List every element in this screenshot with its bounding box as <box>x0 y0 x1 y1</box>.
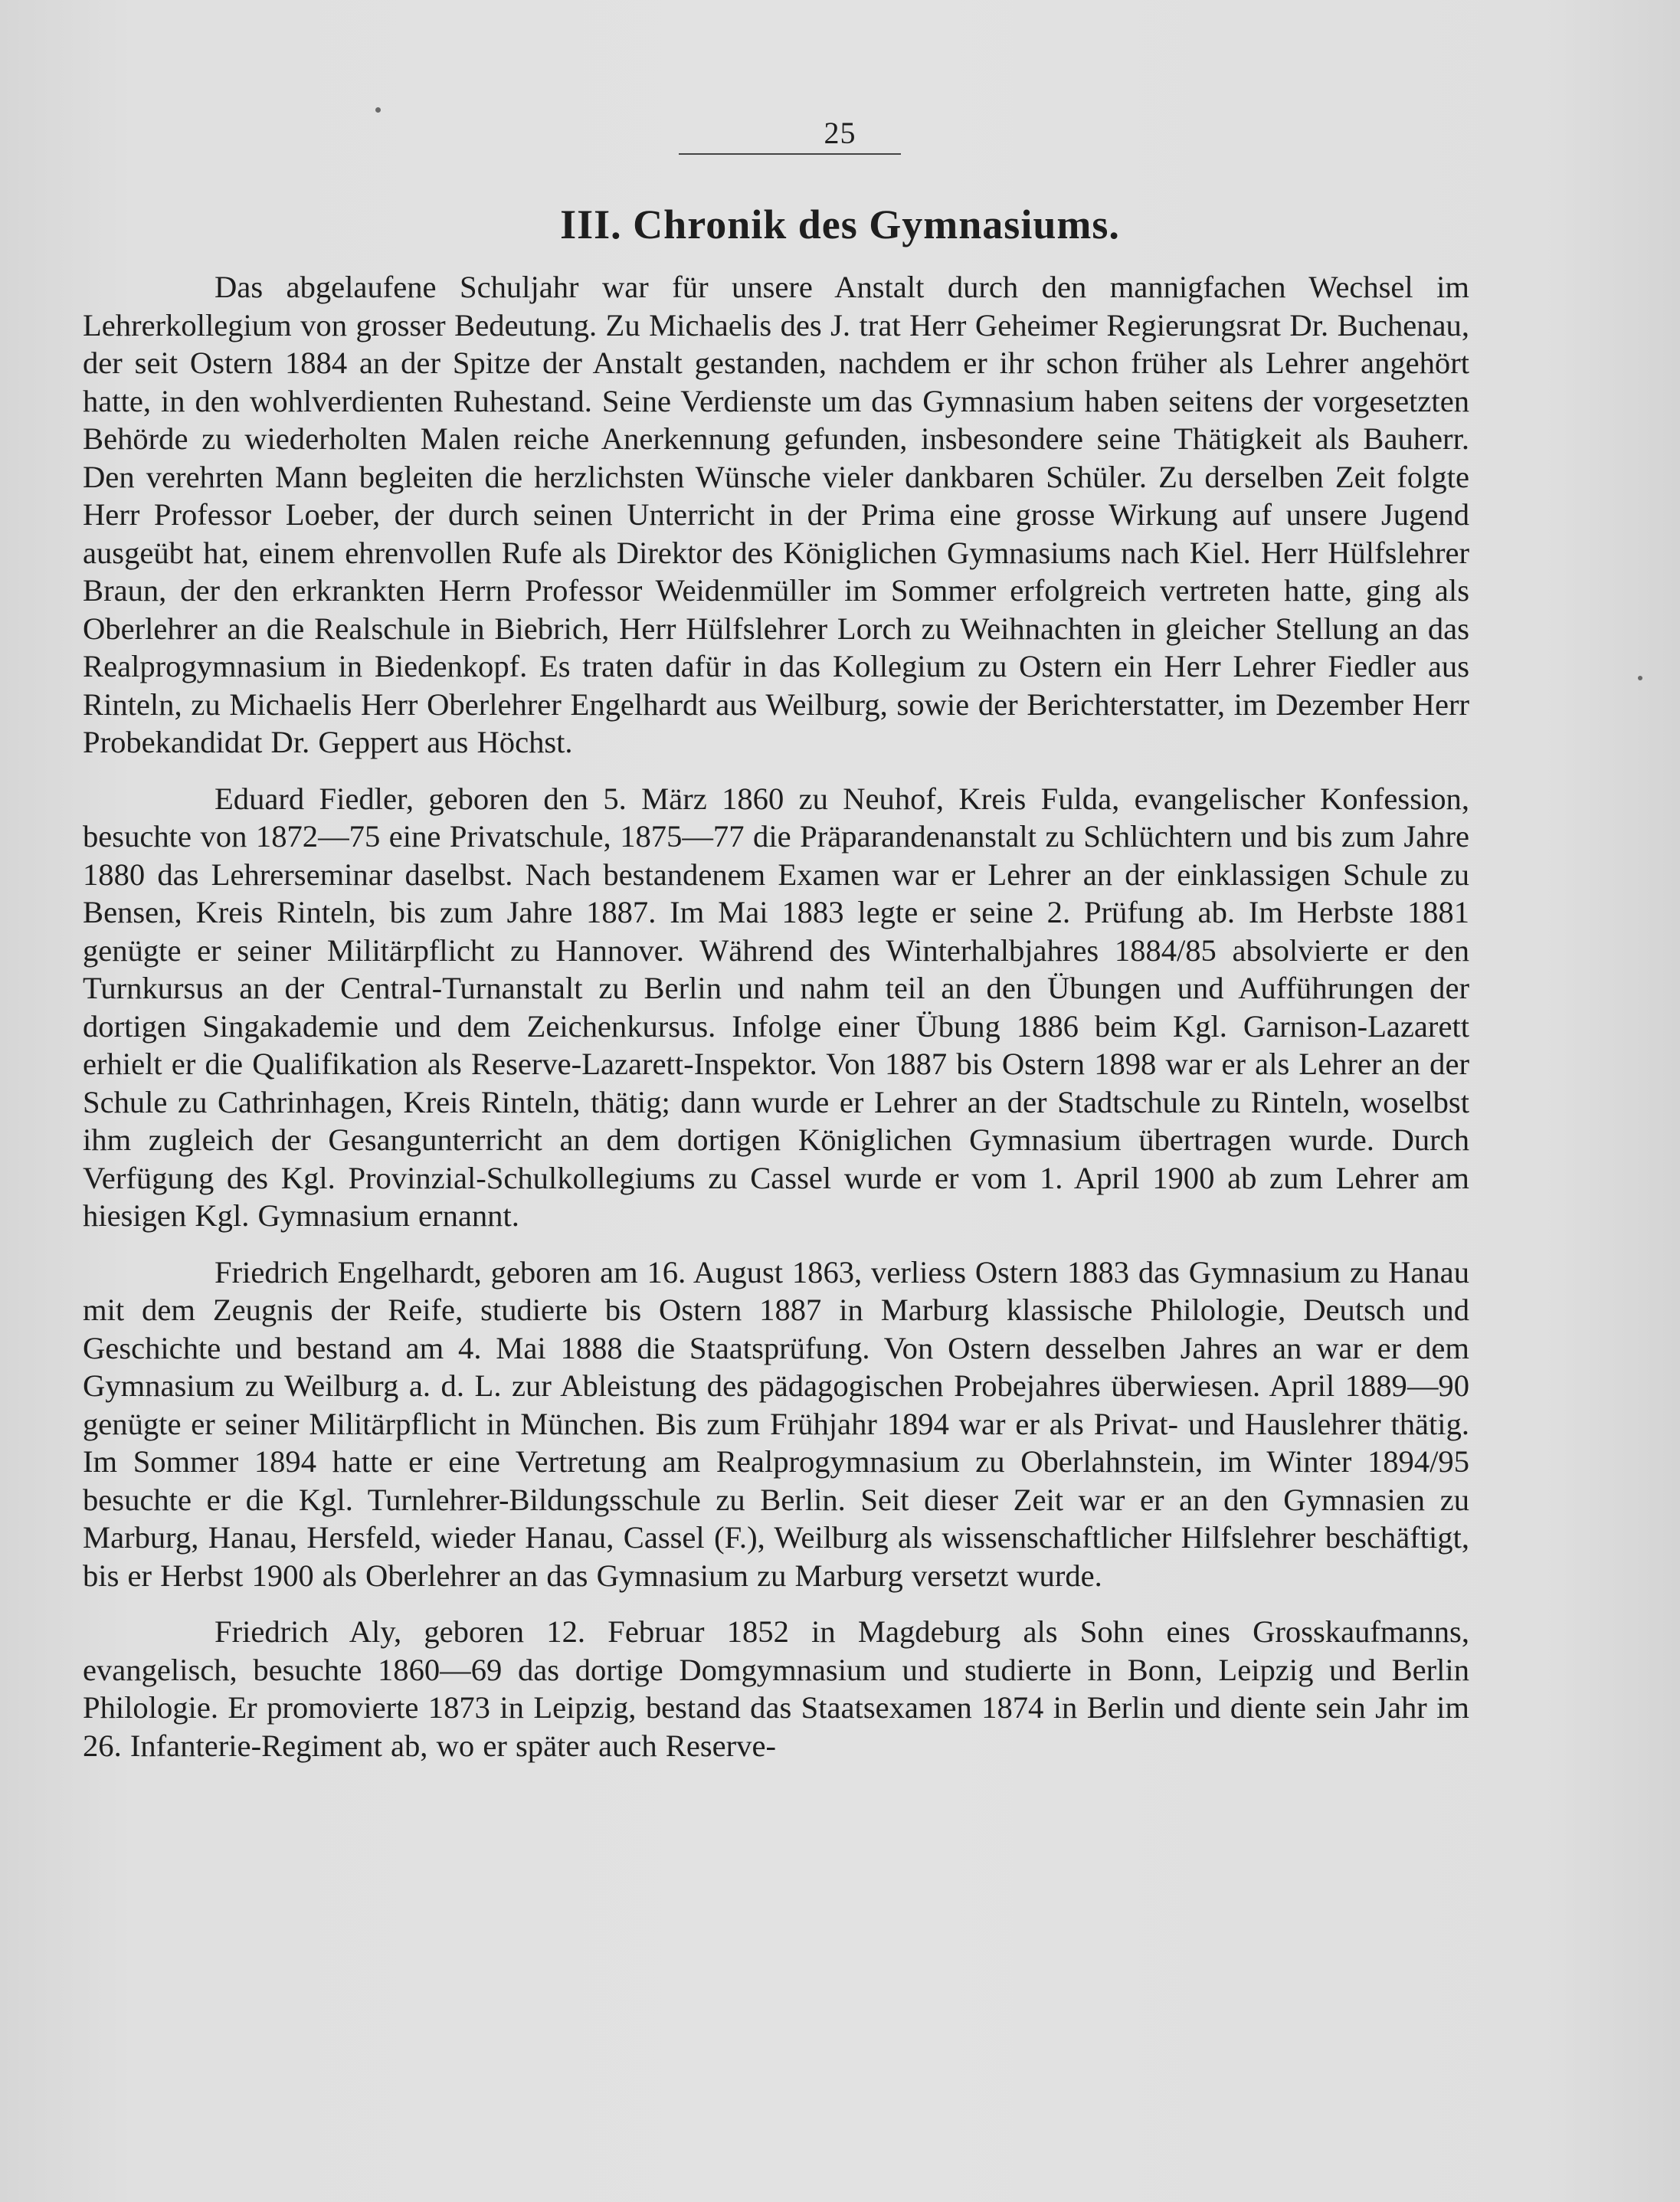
paragraph-introduction: Das abgelaufene Schuljahr war für unsere Anstalt durch den mannigfachen Wechsel im Lehrerkollegium von grosser Bedeutung. Zu Michaelis des J. trat Herr Geheimer Regierungsrat Dr. Buchenau, der seit Ostern 1884 an der Spitze der Anstalt gestanden, nachdem er ihr schon früher als Lehrer angehört hatte, in den wohlverdienten Ruhestand. Seine Verdienste um das Gymnasium haben seitens der vorgesetzten Behörde zu wiederholten Malen reiche Anerkennung gefunden, insbesondere seine Thätigkeit als Bauherr. Den verehrten Mann begleiten die herzlichsten Wünsche vieler dankbaren Schüler. Zu derselben Zeit folgte Herr Professor Loeber, der durch seinen Unterricht in der Prima eine grosse Wirkung auf unsere Jugend ausgeübt hat, einem ehrenvollen Rufe als Direktor des Königlichen Gymnasiums nach Kiel. Herr Hülfslehrer Braun, der den erkrankten Herrn Professor Weidenmüller im Sommer erfolgreich vertreten hatte, ging als Oberlehrer an die Realschule in Biebrich, Herr Hülfslehrer Lorch zu Weihnachten in gleicher Stellung an das Realprogymnasium in Biedenkopf. Es traten dafür in das Kollegium zu Ostern ein Herr Lehrer Fiedler aus Rinteln, zu Michaelis Herr Oberlehrer Engelhardt aus Weilburg, sowie der Berichterstatter, im Dezember Herr Probekandidat Dr. Geppert aus Höchst. <box>83 270 1469 759</box>
ink-speck <box>1638 676 1642 680</box>
paragraph-engelhardt: Friedrich Engelhardt, geboren am 16. August 1863, verliess Ostern 1883 das Gymnasium zu Hanau mit dem Zeugnis der Reife, studierte bis Ostern 1887 in Marburg klassische Philologie, Deutsch und Geschichte und bestand am 4. Mai 1888 die Staatsprüfung. Von Ostern desselben Jahres an war er dem Gymnasium zu Weilburg a. d. L. zur Ableistung des pädagogischen Probejahres überwiesen. April 1889—90 genügte er seiner Militärpflicht in München. Bis zum Frühjahr 1894 war er als Privat- und Hauslehrer thätig. Im Sommer 1894 hatte er eine Vertretung am Realprogymnasium zu Oberlahnstein, im Winter 1894/95 besuchte er die Kgl. Turnlehrer-Bildungsschule zu Berlin. Seit dieser Zeit war er an den Gymnasien zu Marburg, Hanau, Hersfeld, wieder Hanau, Cassel (F.), Weilburg als wissenschaftlicher Hilfslehrer beschäftigt, bis er Herbst 1900 als Oberlehrer an das Gymnasium zu Marburg versetzt wurde. <box>83 1254 1469 1593</box>
ink-speck <box>375 107 381 113</box>
body-text <box>83 268 1469 1783</box>
page-number: 25 <box>824 116 856 150</box>
chapter-title: III. Chronik des Gymnasiums. <box>560 202 1120 247</box>
header-rule <box>679 153 901 155</box>
paragraph-aly: Friedrich Aly, geboren 12. Februar 1852 in Magdeburg als Sohn eines Grosskaufmanns, evangelisch, besuchte 1860—69 das dortige Domgymnasium und studierte in Bonn, Leipzig und Berlin Philologie. Er promovierte 1873 in Leipzig, bestand das Staatsexamen 1874 in Berlin und diente sein Jahr im 26. Infanterie-Regiment ab, wo er später auch Reserve- <box>83 1614 1469 1763</box>
paragraph-fiedler: Eduard Fiedler, geboren den 5. März 1860 zu Neuhof, Kreis Fulda, evangelischer Konfession, besuchte von 1872—75 eine Privatschule, 1875—77 die Präparandenanstalt zu Schlüchtern und bis zum Jahre 1880 das Lehrerseminar daselbst. Nach bestandenem Examen war er Lehrer an der einklassigen Schule zu Bensen, Kreis Rinteln, bis zum Jahre 1887. Im Mai 1883 legte er seine 2. Prüfung ab. Im Herbste 1881 genügte er seiner Militärpflicht zu Hannover. Während des Winterhalbjahres 1884/85 absolvierte er den Turnkursus an der Central-Turnanstalt zu Berlin und nahm teil an den Übungen und Aufführungen der dortigen Singakademie und dem Zeichenkursus. Infolge einer Übung 1886 beim Kgl. Garnison-Lazarett erhielt er die Qualifikation als Reserve-Lazarett-Inspektor. Von 1887 bis Ostern 1898 war er als Lehrer an der Schule zu Cathrinhagen, Kreis Rinteln, thätig; dann wurde er Lehrer an der Stadtschule zu Rinteln, woselbst ihm zugleich der Gesangunterricht an dem dortigen Königlichen Gymnasium übertragen wurde. Durch Verfügung des Kgl. Provinzial-Schulkollegiums zu Cassel wurde er vom 1. April 1900 ab zum Lehrer am hiesigen Kgl. Gymnasium ernannt. <box>83 781 1469 1233</box>
